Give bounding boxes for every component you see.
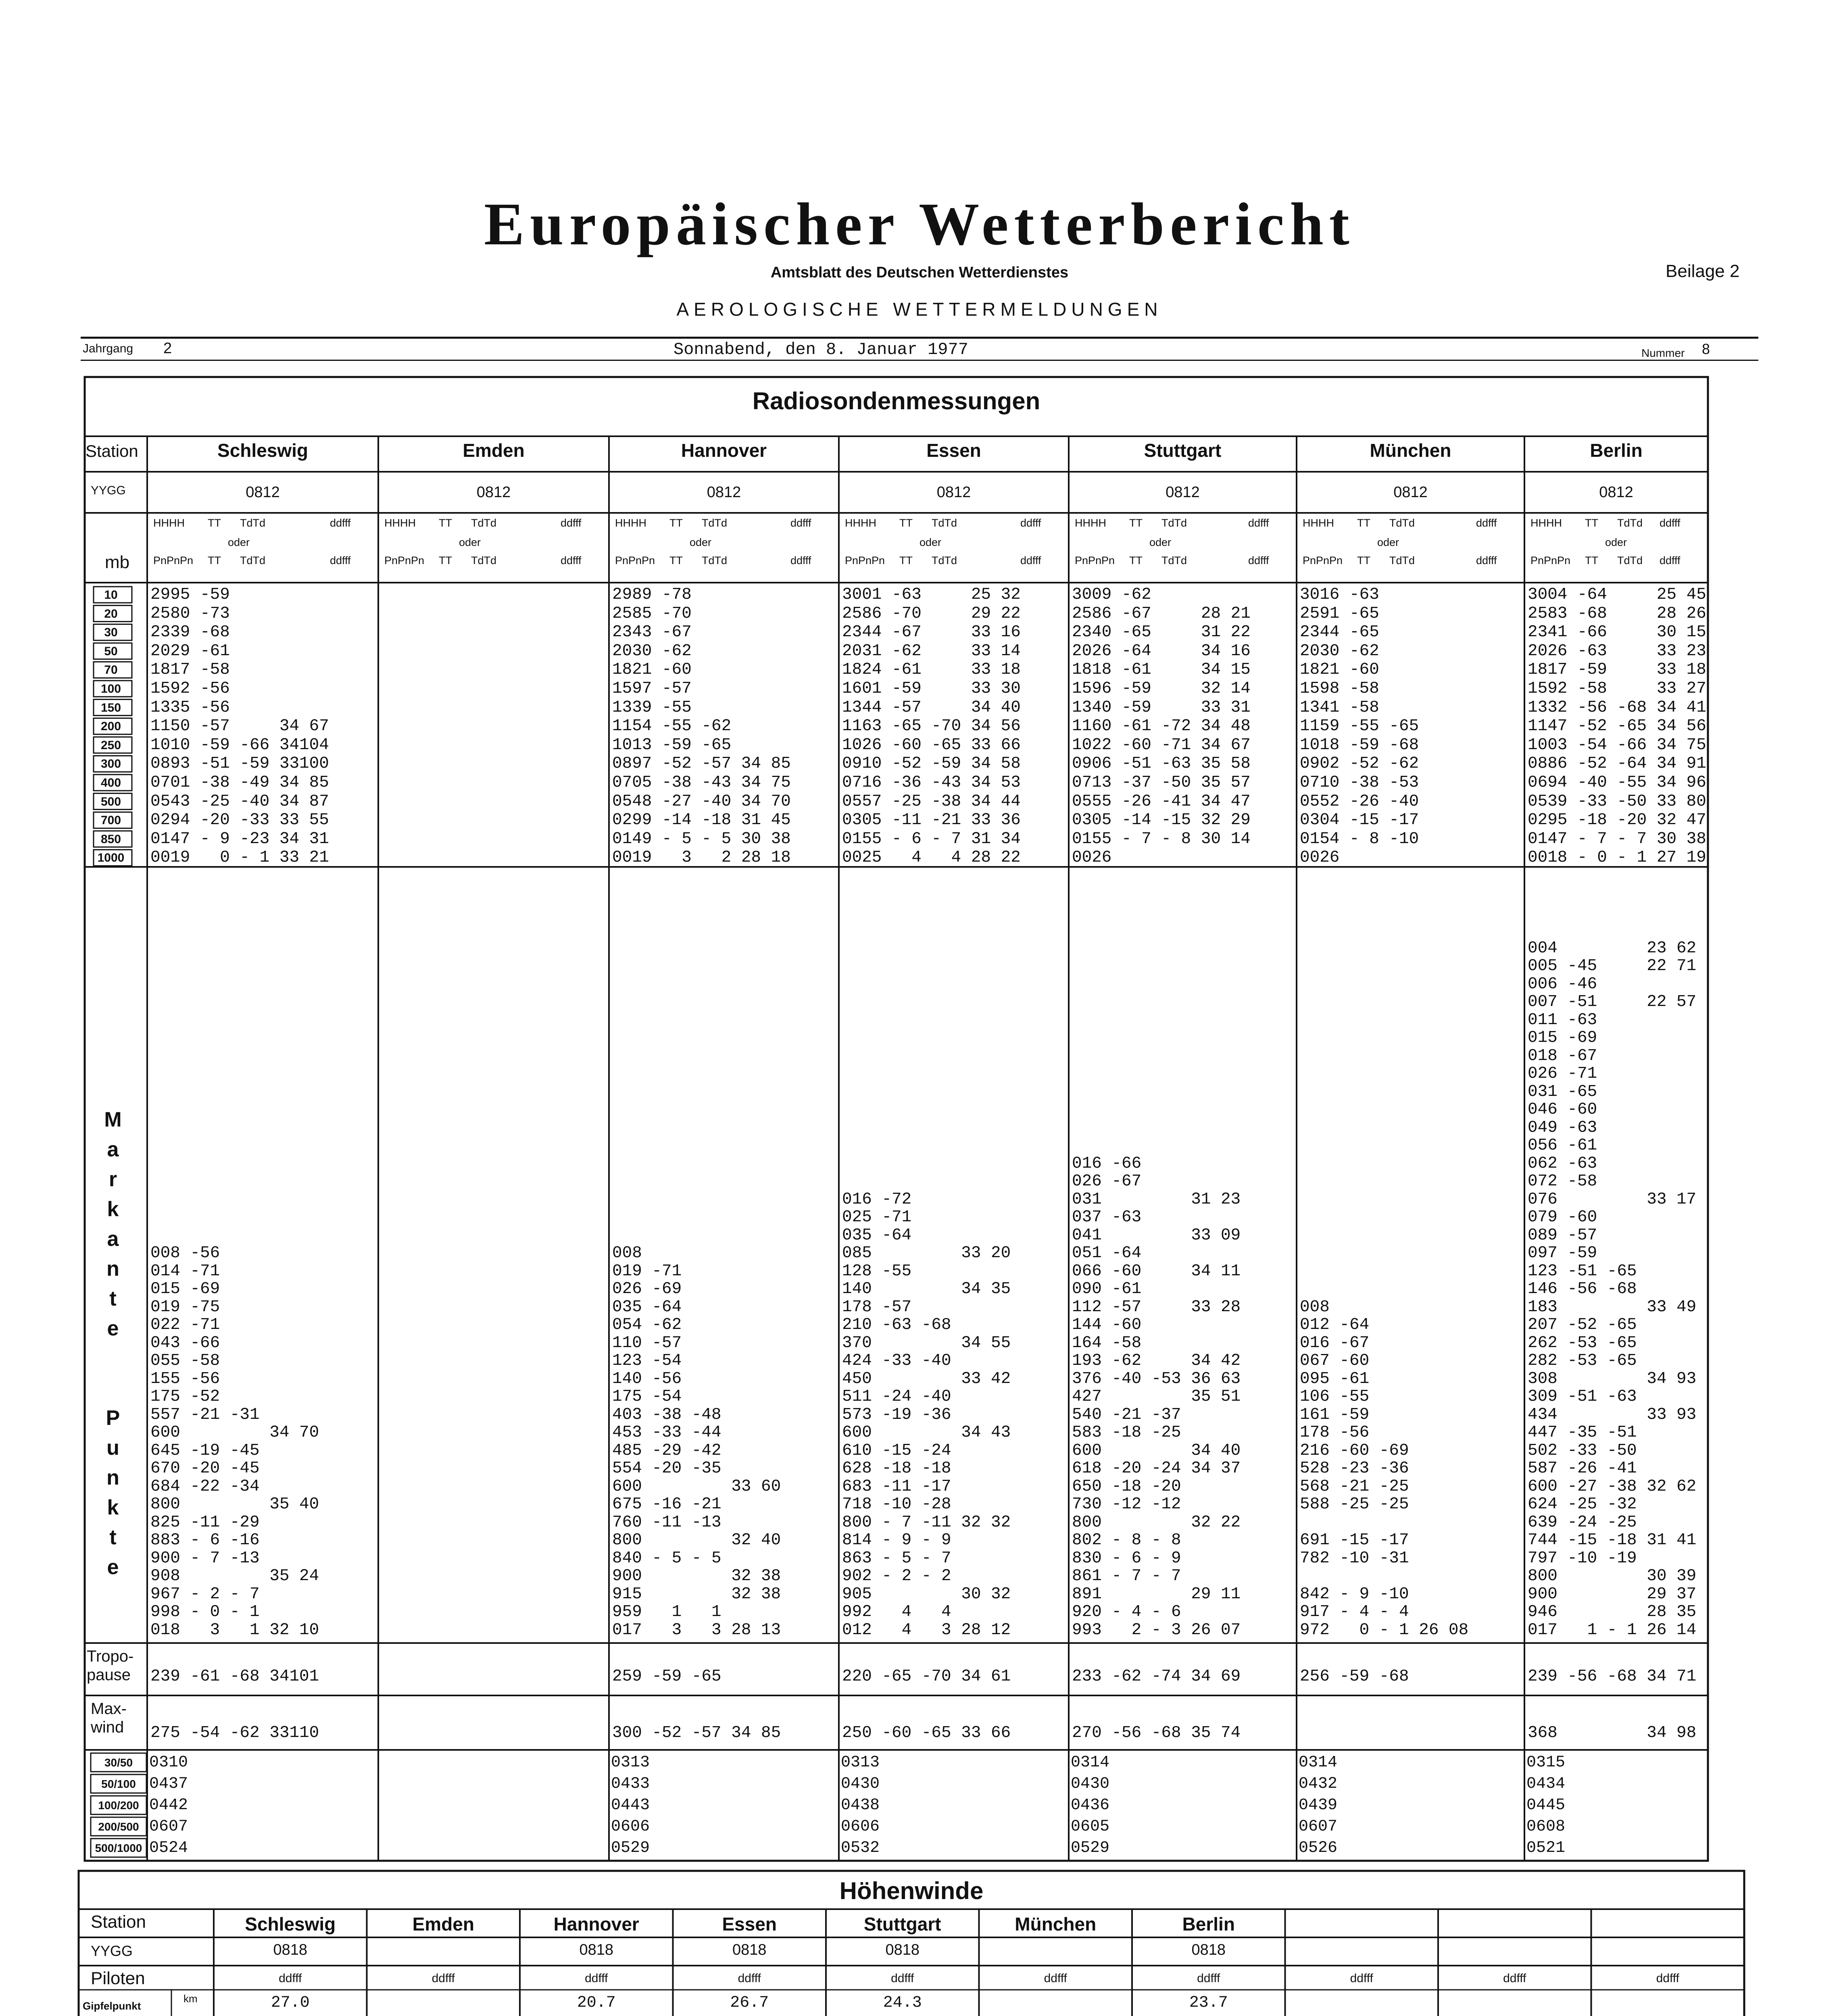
maxwind-value: 300 -52 -57 34 85	[612, 1724, 781, 1742]
shear-label: 100/200	[98, 1799, 139, 1812]
shear-block: 0310 0437 0442 0607 0524	[149, 1754, 188, 1857]
col-head-ddfff2: ddfff	[330, 554, 351, 566]
pressure-level: 700	[100, 814, 121, 827]
pressure-level: 300	[100, 757, 121, 771]
markante-block: 008 -56 014 -71 015 -69 019 -75 022 -71 043 -66 055 -58 155 -56 175 -52 557 -21 -31 600 34 70 645 -19 -45 670 -20 -45 684 -22 -34 800 35 40 825 -11 -29 883 - 6 -16 900 - 7 -13 908 35 24 967 - 2 - 7 998 - 0 - 1 018 3 1 32 10	[150, 1244, 319, 1639]
hw-ddfff-header: ddfff	[1197, 1972, 1220, 1985]
gipfel-km-value: 20.7	[577, 1994, 616, 2012]
hw-yygg-value: 0818	[1191, 1941, 1226, 1958]
page-title: Europäischer Wetterbericht	[484, 191, 1355, 258]
tropopause-value: 259 -59 -65	[612, 1667, 721, 1686]
gipfel-km-value: 26.7	[730, 1994, 769, 2012]
col-head-ddfff: ddfff	[561, 517, 582, 529]
subtitle: Amtsblatt des Deutschen Wetterdienstes	[770, 264, 1069, 281]
col-head-pnpnpn: PnPnPn	[615, 554, 655, 566]
standard-levels-block: 3009 -62 2586 -67 28 21 2340 -65 31 22 2026 -64 34 16 1818 -61 34 15 1596 -59 32 14 1340 -59 33 31 1160 -61 -72 34 48 1022 -60 -71 34 67 0906 -51 -63 35 58 0713 -37 -50 35 57 0555 -26 -41 34 47 0305 -14 -15 32 29 0155 - 7 - 8 30 14 0026	[1072, 585, 1251, 867]
hw-yygg-label: YYGG	[91, 1943, 133, 1959]
markante-block: 008 019 -71 026 -69 035 -64 054 -62 110 -57 123 -54 140 -56 175 -54 403 -38 -48 453 -33 -44 485 -29 -42 554 -20 -35 600 33 60 675 -16 -21 760 -11 -13 800 32 40 840 - 5 - 5 900 32 38 915 32 38 959 1 1 017 3 3 28 13	[612, 1244, 781, 1639]
pressure-level: 500	[100, 795, 121, 808]
pressure-level: 250	[100, 738, 121, 752]
yygg-value: 0812	[707, 484, 741, 501]
nummer-label: Nummer	[1641, 347, 1685, 359]
col-head-tt: TT	[1585, 517, 1598, 529]
hw-station-name: Berlin	[1182, 1914, 1235, 1935]
col-head-ddfff: ddfff	[330, 517, 351, 529]
shear-block: 0315 0434 0445 0608 0521	[1526, 1754, 1566, 1857]
col-head-pnpnpn: PnPnPn	[845, 554, 885, 566]
standard-levels-block: 2995 -59 2580 -73 2339 -68 2029 -61 1817 -58 1592 -56 1335 -56 1150 -57 34 67 1010 -59 -66 34104 0893 -51 -59 33100 0701 -38 -49 34 85 0543 -25 -40 34 87 0294 -20 -33 33 55 0147 - 9 -23 34 31 0019 0 - 1 33 21	[150, 585, 329, 867]
col-head-tt: TT	[1357, 517, 1370, 529]
shear-label: 50/100	[101, 1778, 136, 1790]
col-head-hhhh: HHHH	[384, 517, 416, 529]
col-head-tt2: TT	[669, 554, 683, 566]
standard-levels-block: 2989 -78 2585 -70 2343 -67 2030 -62 1821 -60 1597 -57 1339 -55 1154 -55 -62 1013 -59 -65 0897 -52 -57 34 85 0705 -38 -43 34 75 0548 -27 -40 34 70 0299 -14 -18 31 45 0149 - 5 - 5 30 38 0019 3 2 28 18	[612, 585, 791, 867]
col-head-ddfff2: ddfff	[1020, 554, 1041, 566]
pressure-level: 200	[100, 720, 121, 733]
maxwind-value: 270 -56 -68 35 74	[1072, 1724, 1241, 1742]
shear-block: 0314 0430 0436 0605 0529	[1071, 1754, 1110, 1857]
shear-label: 500/1000	[95, 1842, 142, 1854]
col-head-pnpnpn: PnPnPn	[1303, 554, 1343, 566]
markante-block: 008 012 -64 016 -67 067 -60 095 -61 106 -55 161 -59 178 -56 216 -60 -69 528 -23 -36 568 -21 -25 588 -25 -25 691 -15 -17 782 -10 -31 842 - 9 -10 917 - 4 - 4 972 0 - 1 26 08	[1300, 1297, 1469, 1639]
col-head-oder: oder	[459, 536, 481, 548]
col-head-hhhh: HHHH	[845, 517, 876, 529]
hw-yygg-value: 0818	[732, 1941, 767, 1958]
col-head-tdtd: TdTd	[471, 517, 497, 529]
col-head-tdtd2: TdTd	[240, 554, 266, 566]
hw-ddfff-header: ddfff	[891, 1972, 914, 1985]
hw-station-name: München	[1015, 1914, 1097, 1935]
station-name: Emden	[463, 440, 525, 461]
col-head-ddfff: ddfff	[1660, 517, 1681, 529]
pressure-level: 400	[100, 776, 121, 789]
col-head-hhhh: HHHH	[1303, 517, 1334, 529]
col-head-ddfff: ddfff	[1020, 517, 1041, 529]
mb-label: mb	[105, 552, 130, 572]
yygg-value: 0812	[1599, 484, 1633, 501]
pressure-level: 150	[100, 701, 121, 714]
col-head-ddfff: ddfff	[1476, 517, 1497, 529]
markante-punkte-label: M a r k a n t e P u n k t e	[104, 1108, 122, 1579]
shear-block: 0313 0430 0438 0606 0532	[841, 1754, 880, 1857]
standard-levels-block: 3001 -63 25 32 2586 -70 29 22 2344 -67 33 16 2031 -62 33 14 1824 -61 33 18 1601 -59 33 30 1344 -57 34 40 1163 -65 -70 34 56 1026 -60 -65 33 66 0910 -52 -59 34 58 0716 -36 -43 34 53 0557 -25 -38 34 44 0305 -11 -21 33 36 0155 - 6 - 7 31 34 0025 4 4 28 22	[842, 585, 1021, 867]
gipfel-km-value: 24.3	[883, 1994, 922, 2012]
hw-yygg-value: 0818	[273, 1941, 308, 1958]
standard-levels-block: 3004 -64 25 45 2583 -68 28 26 2341 -66 30 15 2026 -63 33 23 1817 -59 33 18 1592 -58 33 27 1332 -56 -68 34 41 1147 -52 -65 34 56 1003 -54 -66 34 75 0886 -52 -64 34 91 0694 -40 -55 34 96 0539 -33 -50 33 80 0295 -18 -20 32 47 0147 - 7 - 7 30 38 0018 - 0 - 1 27 19	[1528, 585, 1706, 867]
hw-yygg-value: 0818	[579, 1941, 614, 1958]
col-head-oder: oder	[920, 536, 942, 548]
hoehenwinde-title: Höhenwinde	[839, 1877, 984, 1904]
pressure-level: 20	[104, 607, 118, 621]
col-head-tt: TT	[899, 517, 913, 529]
col-head-pnpnpn: PnPnPn	[1075, 554, 1115, 566]
hw-station-name: Schleswig	[245, 1914, 336, 1935]
col-head-ddfff: ddfff	[790, 517, 811, 529]
beilage: Beilage 2	[1666, 261, 1740, 281]
col-head-tdtd: TdTd	[932, 517, 957, 529]
tropopause-value: 233 -62 -74 34 69	[1072, 1667, 1241, 1686]
col-head-oder: oder	[1149, 536, 1172, 548]
radiosonde-title: Radiosondenmessungen	[752, 387, 1040, 414]
hw-yygg-value: 0818	[885, 1941, 920, 1958]
col-head-ddfff: ddfff	[1248, 517, 1269, 529]
col-head-hhhh: HHHH	[615, 517, 646, 529]
shear-label: 200/500	[98, 1820, 139, 1833]
section-title: AEROLOGISCHE WETTERMELDUNGEN	[676, 299, 1163, 320]
shear-label: 30/50	[104, 1756, 133, 1769]
col-head-tt2: TT	[899, 554, 913, 566]
col-head-ddfff2: ddfff	[1248, 554, 1269, 566]
tropopause-value: 220 -65 -70 34 61	[842, 1667, 1011, 1686]
col-head-tt2: TT	[208, 554, 221, 566]
col-head-ddfff2: ddfff	[1476, 554, 1497, 566]
col-head-hhhh: HHHH	[153, 517, 185, 529]
col-head-tdtd: TdTd	[1389, 517, 1415, 529]
station-label: Station	[85, 442, 138, 460]
pressure-level: 50	[104, 644, 118, 658]
col-head-hhhh: HHHH	[1075, 517, 1106, 529]
yygg-value: 0812	[246, 484, 280, 501]
pressure-level: 70	[104, 663, 118, 677]
tropopause-value: 239 -61 -68 34101	[150, 1667, 319, 1686]
markante-block: 016 -66 026 -67 031 31 23 037 -63 041 33 09 051 -64 066 -60 34 11 090 -61 112 -57 33 28 144 -60 164 -58 193 -62 34 42 376 -40 -53 36 63 427 35 51 540 -21 -37 583 -18 -25 600 34 40 618 -20 -24 34 37 650 -18 -20 730 -12 -12 800 32 22 802 - 8 - 8 830 - 6 - 9 861 - 7 - 7 891 29 11 920 - 4 - 6 993 2 - 3 26 07	[1072, 1154, 1241, 1639]
yygg-value: 0812	[1393, 484, 1428, 501]
hw-ddfff-header: ddfff	[1656, 1972, 1679, 1985]
col-head-tdtd2: TdTd	[1389, 554, 1415, 566]
col-head-pnpnpn: PnPnPn	[384, 554, 425, 566]
col-head-ddfff2: ddfff	[1660, 554, 1681, 566]
col-head-tdtd2: TdTd	[1161, 554, 1187, 566]
col-head-pnpnpn: PnPnPn	[1530, 554, 1571, 566]
col-head-tt: TT	[1129, 517, 1143, 529]
col-head-ddfff2: ddfff	[790, 554, 811, 566]
gipfel-km-value: 23.7	[1189, 1994, 1228, 2012]
station-name: Schleswig	[217, 440, 308, 461]
pressure-level: 100	[100, 682, 121, 696]
hw-station-name: Stuttgart	[863, 1914, 941, 1935]
hw-ddfff-header: ddfff	[738, 1972, 761, 1985]
jahrgang-value: 2	[163, 340, 172, 357]
gipfel-km-label: km	[183, 1993, 198, 2005]
pressure-level: 10	[104, 588, 118, 602]
hw-ddfff-header: ddfff	[279, 1972, 302, 1985]
station-name: München	[1370, 440, 1451, 461]
tropopause-value: 256 -59 -68	[1300, 1667, 1409, 1686]
maxwind-value: 250 -60 -65 33 66	[842, 1724, 1011, 1742]
col-head-tdtd2: TdTd	[471, 554, 497, 566]
pressure-level: 1000	[97, 851, 125, 865]
col-head-oder: oder	[228, 536, 250, 548]
hw-ddfff-header: ddfff	[585, 1972, 608, 1985]
col-head-tt: TT	[669, 517, 683, 529]
col-head-tdtd2: TdTd	[702, 554, 728, 566]
col-head-tt2: TT	[1357, 554, 1370, 566]
hw-station-name: Emden	[412, 1914, 474, 1935]
standard-levels-block: 3016 -63 2591 -65 2344 -65 2030 -62 1821 -60 1598 -58 1341 -58 1159 -55 -65 1018 -59 -68 0902 -52 -62 0710 -38 -53 0552 -26 -40 0304 -15 -17 0154 - 8 -10 0026	[1300, 585, 1419, 867]
hw-station-name: Hannover	[553, 1914, 639, 1935]
gipfelpunkt-label: Gipfelpunkt	[83, 2000, 141, 2012]
hw-ddfff-header: ddfff	[1503, 1972, 1526, 1985]
hw-ddfff-header: ddfff	[1350, 1972, 1373, 1985]
station-name: Hannover	[681, 440, 767, 461]
maxwind-value: 275 -54 -62 33110	[150, 1724, 319, 1742]
markante-block: 004 23 62 005 -45 22 71 006 -46 007 -51 22 57 011 -63 015 -69 018 -67 026 -71 031 -65 046 -60 049 -63 056 -61 062 -63 072 -58 076 33 17 079 -60 089 -57 097 -59 123 -51 -65 146 -56 -68 183 33 49 207 -52 -65 262 -53 -65 282 -53 -65 308 34 93 309 -51 -63 434 33 93 447 -35 -51 502 -33 -50 587 -26 -41 600 -27 -38 32 62 624 -25 -32 639 -24 -25 744 -15 -18 31 41 797 -10 -19 800 30 39 900 29 37 946 28 35 017 1 - 1 26 14	[1528, 939, 1697, 1639]
col-head-oder: oder	[1605, 536, 1627, 548]
yygg-label: YYGG	[91, 484, 126, 497]
station-name: Stuttgart	[1144, 440, 1222, 461]
pressure-level: 30	[104, 626, 118, 639]
hw-ddfff-header: ddfff	[1044, 1972, 1067, 1985]
col-head-ddfff2: ddfff	[561, 554, 582, 566]
col-head-tdtd: TdTd	[1161, 517, 1187, 529]
yygg-value: 0812	[936, 484, 971, 501]
tropopause-value: 239 -56 -68 34 71	[1528, 1667, 1697, 1686]
yygg-value: 0812	[1166, 484, 1200, 501]
hw-station-name: Essen	[722, 1914, 777, 1935]
tropopause-label: Tropo- pause	[87, 1647, 134, 1684]
hw-station-label: Station	[91, 1912, 146, 1932]
col-head-tdtd2: TdTd	[932, 554, 957, 566]
col-head-tdtd: TdTd	[702, 517, 728, 529]
hw-ddfff-header: ddfff	[432, 1972, 455, 1985]
maxwind-label: Max- wind	[91, 1700, 127, 1736]
col-head-tdtd: TdTd	[240, 517, 266, 529]
col-head-oder: oder	[690, 536, 712, 548]
station-name: Berlin	[1590, 440, 1643, 461]
markante-block: 016 -72 025 -71 035 -64 085 33 20 128 -55 140 34 35 178 -57 210 -63 -68 370 34 55 424 -33 -40 450 33 42 511 -24 -40 573 -19 -36 600 34 43 610 -15 -24 628 -18 -18 683 -11 -17 718 -10 -28 800 - 7 -11 32 32 814 - 9 - 9 863 - 5 - 7 902 - 2 - 2 905 30 32 992 4 4 012 4 3 28 12	[842, 1190, 1011, 1639]
col-head-oder: oder	[1377, 536, 1399, 548]
maxwind-value: 368 34 98	[1528, 1724, 1697, 1742]
col-head-tt2: TT	[439, 554, 452, 566]
piloten-label: Piloten	[91, 1968, 145, 1988]
issue-date: Sonnabend, den 8. Januar 1977	[673, 340, 968, 359]
col-head-tt2: TT	[1585, 554, 1598, 566]
col-head-hhhh: HHHH	[1530, 517, 1562, 529]
col-head-tt: TT	[208, 517, 221, 529]
shear-block: 0314 0432 0439 0607 0526	[1299, 1754, 1338, 1857]
col-head-tdtd: TdTd	[1617, 517, 1643, 529]
col-head-tdtd2: TdTd	[1617, 554, 1643, 566]
shear-block: 0313 0433 0443 0606 0529	[611, 1754, 650, 1857]
station-name: Essen	[926, 440, 981, 461]
col-head-tt2: TT	[1129, 554, 1143, 566]
gipfel-km-value: 27.0	[271, 1994, 310, 2012]
yygg-value: 0812	[476, 484, 511, 501]
jahrgang-label: Jahrgang	[83, 342, 133, 355]
col-head-pnpnpn: PnPnPn	[153, 554, 194, 566]
pressure-level: 850	[100, 832, 121, 846]
col-head-tt: TT	[439, 517, 452, 529]
nummer-value: 8	[1702, 341, 1710, 357]
